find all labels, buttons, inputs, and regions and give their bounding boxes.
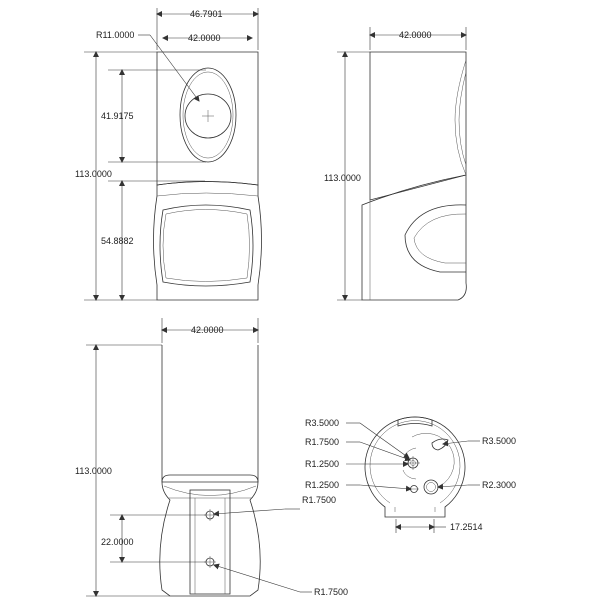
rear-base-outline — [160, 475, 260, 596]
front-oval-height-label: 41.9175 — [101, 111, 134, 121]
front-pocket — [160, 205, 253, 286]
front-pocket-height-label: 54.8882 — [101, 236, 134, 246]
bottom-r-pin-label: R2.3000 — [482, 480, 517, 490]
bottom-outline — [365, 417, 465, 517]
rear-total-height-label: 113.0000 — [75, 466, 112, 476]
bottom-r-outer-label: R3.5000 — [305, 418, 340, 428]
front-body-width-label: 42.0000 — [188, 33, 221, 43]
bottom-r-right-label: R3.5000 — [482, 436, 517, 446]
bottom-r-b-label: R1.2500 — [305, 459, 340, 469]
side-total-height-label: 113.0000 — [324, 173, 361, 183]
front-hole-radius-label: R11.0000 — [96, 30, 135, 40]
bottom-r-a-label: R1.7500 — [305, 437, 340, 447]
rear-hole-spacing-label: 22.0000 — [101, 537, 134, 547]
front-view — [75, 8, 262, 300]
bottom-view — [305, 417, 516, 533]
bottom-slot-width-label: 17.2514 — [450, 522, 483, 532]
bottom-r-c-label: R1.2500 — [305, 480, 340, 490]
rear-upper-radius-label: R1.7500 — [302, 495, 337, 505]
bottom-pin-outer — [424, 480, 438, 494]
rear-lower-radius-label: R1.7500 — [314, 587, 349, 597]
front-base-outline — [154, 182, 262, 301]
rear-view — [75, 318, 348, 597]
side-width-label: 42.0000 — [399, 30, 432, 40]
rear-body-outline — [162, 345, 258, 482]
rear-width-label: 42.0000 — [191, 325, 224, 335]
bottom-right-recess — [432, 439, 448, 450]
front-overall-width-label: 46.7901 — [190, 9, 223, 19]
rear-center-pad — [190, 490, 230, 594]
side-view — [324, 27, 466, 300]
bottom-top-slot — [398, 417, 432, 426]
front-total-height-label: 113.0000 — [75, 169, 112, 179]
bottom-pin-inner — [427, 483, 436, 492]
